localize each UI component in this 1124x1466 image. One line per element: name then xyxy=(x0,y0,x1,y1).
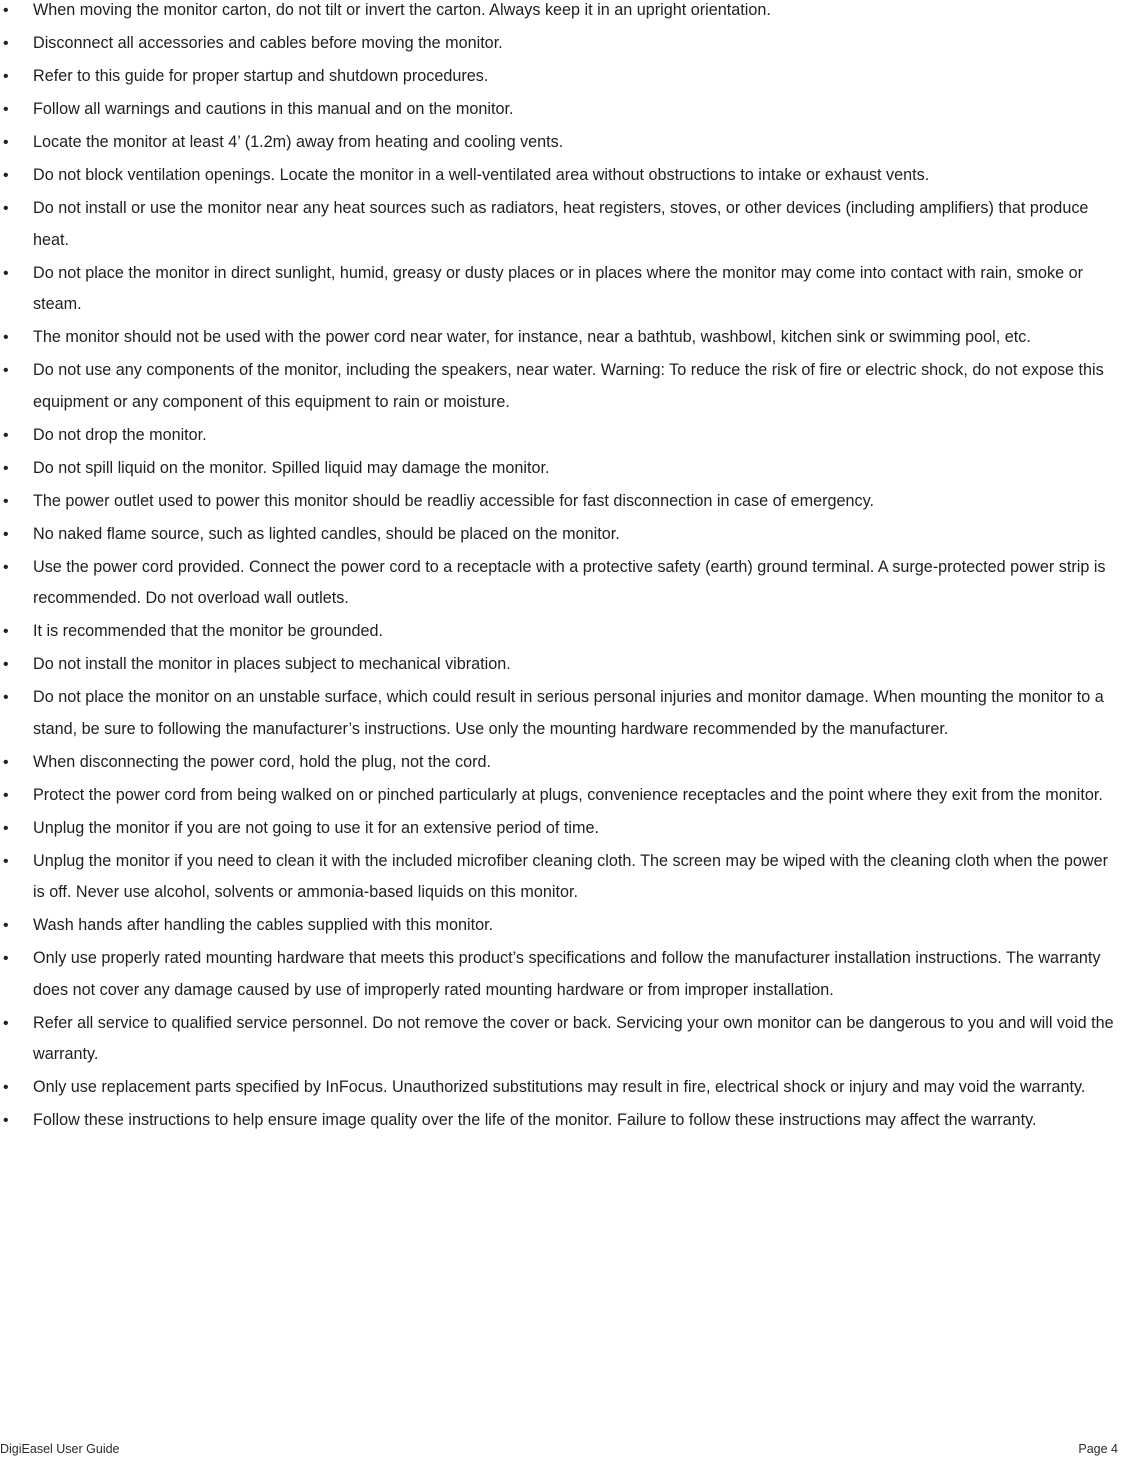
bullet-text: Unplug the monitor if you need to clean it with the included microfiber cleaning cloth. The screen may be wiped with the cleaning cloth when the power is off. Never use alcohol, solvents or ammonia-based liquids on this monitor. xyxy=(33,851,1108,901)
bullet-text: The power outlet used to power this monitor should be readliy accessible for fast disconnection in case of emergency. xyxy=(33,491,874,510)
bullet-dot-icon: • xyxy=(3,689,9,706)
bullet-dot-icon: • xyxy=(3,362,9,379)
bullet-dot-icon: • xyxy=(3,492,9,510)
bullet-text: Use the power cord provided. Connect the power cord to a receptacle with a protective safety (earth) ground terminal. A surge-protected power strip is recommended. Do not overload wall outlets. xyxy=(33,557,1106,607)
bullet-item xyxy=(0,943,1124,1006)
bullet-dot-icon: • xyxy=(3,329,9,346)
bullet-item xyxy=(0,846,1124,909)
bullet-item xyxy=(0,682,1124,745)
bullet-item xyxy=(0,486,1124,518)
bullet-dot-icon: • xyxy=(3,656,9,673)
bullet-dot-icon: • xyxy=(3,459,9,477)
bullet-text: Protect the power cord from being walked on or pinched particularly at plugs, convenience receptacles and the point where they exit from the monitor. xyxy=(33,785,1103,804)
bullet-text: No naked flame source, such as lighted candles, should be placed on the monitor. xyxy=(33,524,620,543)
bullet-text: Follow all warnings and cautions in this manual and on the monitor. xyxy=(33,100,514,118)
bullet-text: Do not drop the monitor. xyxy=(33,425,207,444)
bullet-item xyxy=(0,1008,1124,1071)
bullet-item xyxy=(0,61,1124,93)
bullet-text: Unplug the monitor if you are not going to use it for an extensive period of time. xyxy=(33,818,599,837)
bullet-text: Do not place the monitor in direct sunlight, humid, greasy or dusty places or in places where the monitor may come into contact with rain, smoke or steam. xyxy=(33,263,1083,313)
bullet-item xyxy=(0,94,1124,126)
bullet-text: Refer to this guide for proper startup and shutdown procedures. xyxy=(33,67,489,85)
bullet-dot-icon: • xyxy=(3,786,9,804)
bullet-item xyxy=(0,127,1124,159)
bullet-text: Wash hands after handling the cables supplied with this monitor. xyxy=(33,916,494,934)
bullet-dot-icon: • xyxy=(3,525,9,543)
bullet-dot-icon: • xyxy=(3,950,9,967)
bullet-dot-icon: • xyxy=(3,200,9,217)
bullet-item xyxy=(0,258,1124,321)
bullet-dot-icon: • xyxy=(3,753,9,771)
bullet-text: Do not block ventilation openings. Locate the monitor in a well-ventilated area without obstructions to intake or exhaust vents. xyxy=(33,166,930,184)
bullet-item xyxy=(0,519,1124,551)
bullet-item xyxy=(0,780,1124,812)
bullet-item xyxy=(0,453,1124,485)
bullet-dot-icon: • xyxy=(3,101,9,118)
bullet-text: Do not use any components of the monitor, including the speakers, near water. Warning: To reduce the risk of fire or electric shock, do not expose this equipment or any component of this equipment to rain or moisture. xyxy=(33,361,1104,411)
bullet-text: Disconnect all accessories and cables before moving the monitor. xyxy=(33,34,503,52)
bullet-dot-icon: • xyxy=(3,623,9,640)
bullet-text: When moving the monitor carton, do not tilt or invert the carton. Always keep it in an upright orientation. xyxy=(33,1,771,19)
bullet-text: Only use replacement parts specified by InFocus. Unauthorized substitutions may result in fire, electrical shock or injury and may void the warranty. xyxy=(33,1078,1086,1096)
bullet-text: Do not spill liquid on the monitor. Spilled liquid may damage the monitor. xyxy=(33,458,550,477)
bullet-text: When disconnecting the power cord, hold the plug, not the cord. xyxy=(33,752,492,771)
bullet-text: Follow these instructions to help ensure image quality over the life of the monitor. Failure to follow these instructions may affect the warranty. xyxy=(33,1111,1037,1129)
bullet-item xyxy=(0,910,1124,942)
bullet-dot-icon: • xyxy=(3,852,9,870)
bullet-item xyxy=(0,813,1124,845)
bullet-dot-icon: • xyxy=(3,134,9,151)
bullet-item xyxy=(0,1072,1124,1104)
bullet-dot-icon: • xyxy=(3,558,9,576)
bullet-text: Only use properly rated mounting hardware that meets this product’s specifications and follow the manufacturer installation instructions. The warranty does not cover any damage caused by use of improperly rated mounting hardware or from improper installation. xyxy=(33,949,1101,999)
bullet-item xyxy=(0,355,1124,418)
bullet-dot-icon: • xyxy=(3,1014,9,1032)
bullet-text: Refer all service to qualified service personnel. Do not remove the cover or back. Servicing your own monitor can be dangerous to you and will void the warranty. xyxy=(33,1013,1114,1063)
bullet-dot-icon: • xyxy=(3,68,9,85)
bullet-text: It is recommended that the monitor be grounded. xyxy=(33,622,384,640)
bullet-text: The monitor should not be used with the power cord near water, for instance, near a bathtub, washbowl, kitchen sink or swimming pool, etc. xyxy=(33,328,1031,346)
bullet-item xyxy=(0,649,1124,681)
bullet-item xyxy=(0,28,1124,60)
bullet-dot-icon: • xyxy=(3,1112,9,1129)
bullet-dot-icon: • xyxy=(3,426,9,444)
bullet-item xyxy=(0,747,1124,779)
bullet-item xyxy=(0,0,1124,27)
bullet-item xyxy=(0,322,1124,354)
bullet-text: Do not install the monitor in places subject to mechanical vibration. xyxy=(33,655,511,673)
bullet-item xyxy=(0,1105,1124,1137)
bullet-item xyxy=(0,552,1124,615)
bullet-item xyxy=(0,160,1124,192)
bullet-text: Locate the monitor at least 4’ (1.2m) away from heating and cooling vents. xyxy=(33,133,564,151)
bullet-dot-icon: • xyxy=(3,1079,9,1096)
bullet-item xyxy=(0,420,1124,452)
bullet-item xyxy=(0,193,1124,256)
bullet-dot-icon: • xyxy=(3,917,9,934)
bullet-dot-icon: • xyxy=(3,819,9,837)
bullet-text: Do not place the monitor on an unstable surface, which could result in serious personal injuries and monitor damage. When mounting the monitor to a stand, be sure to following the manufacturer’s instructions. Use only the mounting hardware recommended by the manufacturer. xyxy=(33,688,1104,738)
footer-page-number: Page 4 xyxy=(1078,1442,1118,1456)
bullet-dot-icon: • xyxy=(3,35,9,52)
bullet-dot-icon: • xyxy=(3,2,9,19)
bullet-text: Do not install or use the monitor near any heat sources such as radiators, heat registers, stoves, or other devices (including amplifiers) that produce heat. xyxy=(33,199,1089,249)
footer-document-title: DigiEasel User Guide xyxy=(0,1442,120,1456)
bullet-item xyxy=(0,616,1124,648)
bullet-dot-icon: • xyxy=(3,167,9,184)
bullet-dot-icon: • xyxy=(3,264,9,282)
